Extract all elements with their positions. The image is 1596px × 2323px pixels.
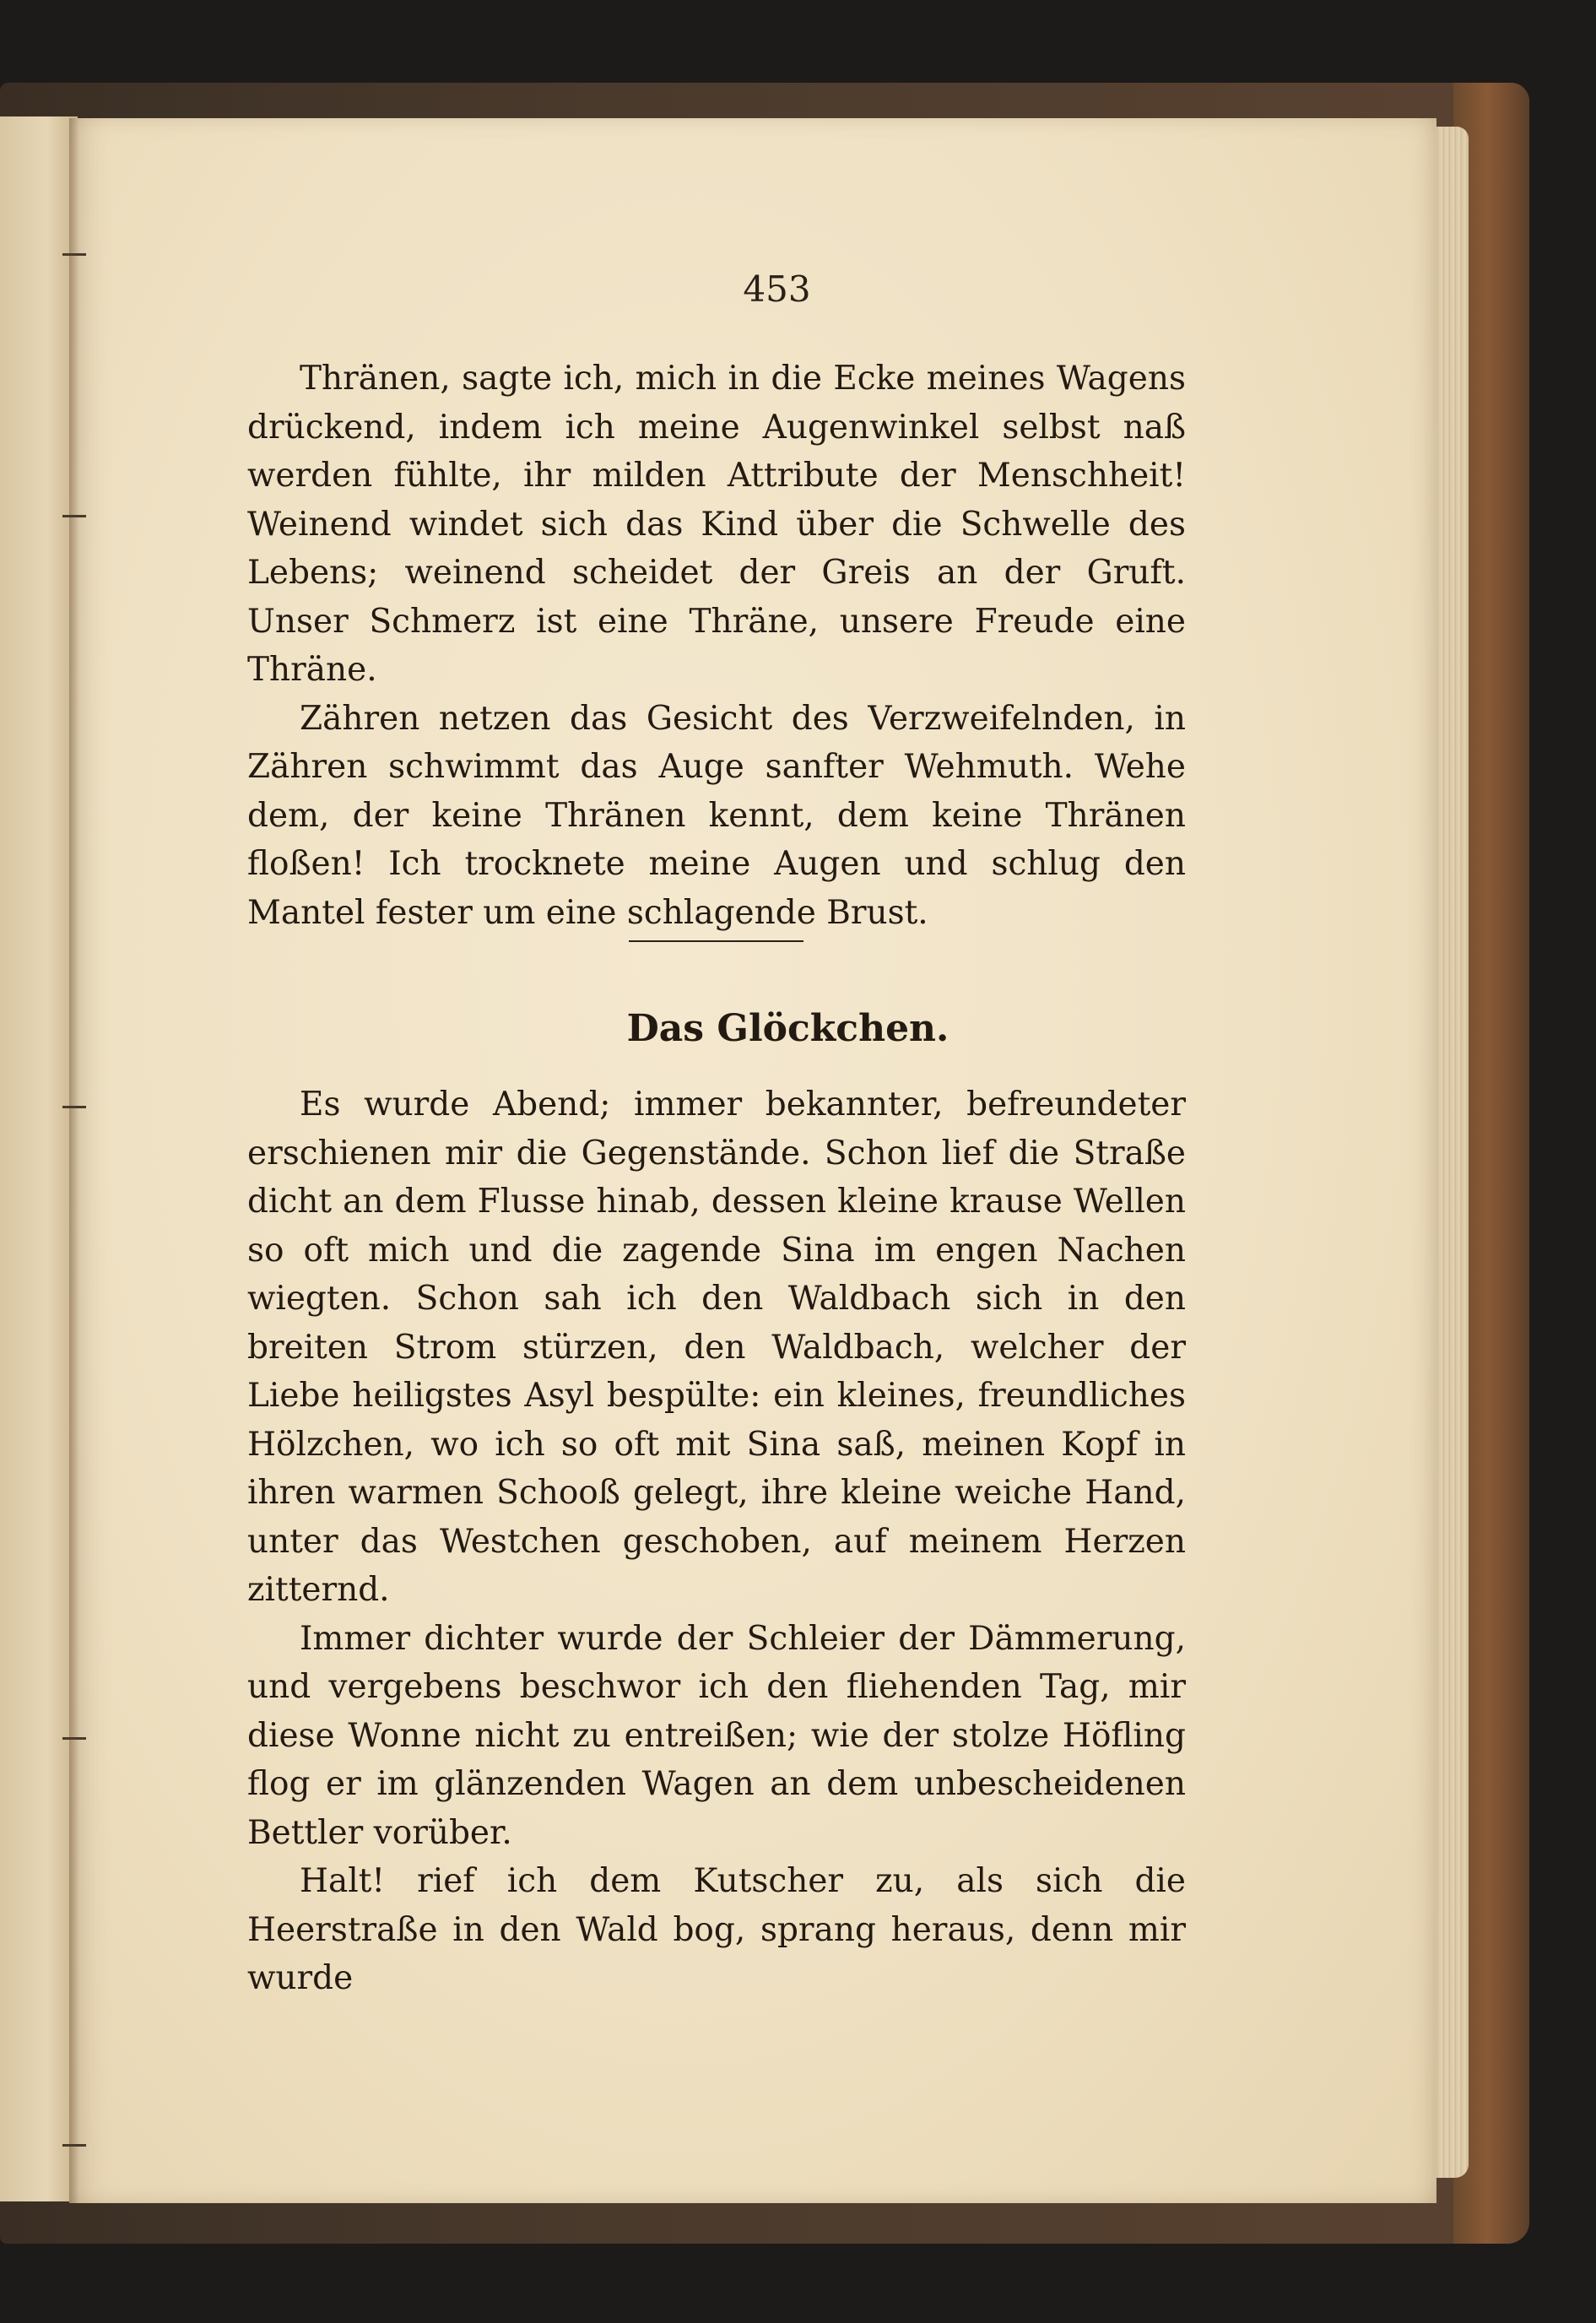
paragraph: Thränen, sagte ich, mich in die Ecke meines Wagens drückend, indem ich meine Augenwinkel selbst naß werden fühlte, ihr milden Attribute der Menschheit! Weinend windet sich das Kind über die Schwelle des Lebens; weinend scheidet der Greis an der Gruft. Unser Schmerz ist eine Thräne, unsere Freude eine Thräne.: [247, 360, 1186, 689]
section-divider: [629, 940, 803, 942]
paragraph: Zähren netzen das Gesicht des Verzweifelnden, in Zähren schwimmt das Auge sanfter Wehmuth. Wehe dem, der keine Thränen kennt, dem keine Thränen floßen! Ich trocknete meine Augen und schlug den Mantel fester um eine schlagende Brust.: [247, 699, 1186, 932]
text-block-after-heading: [247, 1080, 1186, 2003]
paragraph: Immer dichter wurde der Schleier der Dämmerung, und vergebens beschwor ich den fliehenden Tag, mir diese Wonne nicht zu entreißen; wie der stolze Höfling flog er im glänzenden Wagen an dem unbescheidenen Bettler vorüber.: [247, 1619, 1186, 1852]
binding-gutter: [69, 118, 79, 2203]
binding-stitch: [62, 1737, 86, 1740]
text-block-before-heading: [247, 355, 1186, 937]
binding-stitch: [62, 1106, 86, 1108]
section-heading: Das Glöckchen.: [626, 1007, 949, 1050]
page-number: 453: [743, 268, 811, 310]
paragraph: Halt! rief ich dem Kutscher zu, als sich die Heerstraße in den Wald bog, sprang heraus, denn mir wurde: [247, 1862, 1186, 1997]
paragraph: Es wurde Abend; immer bekannter, befreundeter erschienen mir die Gegenstände. Schon lief die Straße dicht an dem Flusse hinab, dessen kleine krause Wellen so oft mich und die zagende Sina im engen Nachen wiegten. Schon sah ich den Waldbach sich in den breiten Strom stürzen, den Waldbach, welcher der Liebe heiligstes Asyl bespülte: ein kleines, freundliches Hölzchen, wo ich so oft mit Sina saß, meinen Kopf in ihren warmen Schooß gelegt, ihre kleine weiche Hand, unter das Westchen geschoben, auf meinem Herzen zitternd.: [247, 1086, 1186, 1609]
binding-stitch: [62, 2144, 86, 2147]
binding-stitch: [62, 253, 86, 256]
binding-stitch: [62, 515, 86, 517]
left-page-edge: [0, 116, 78, 2201]
